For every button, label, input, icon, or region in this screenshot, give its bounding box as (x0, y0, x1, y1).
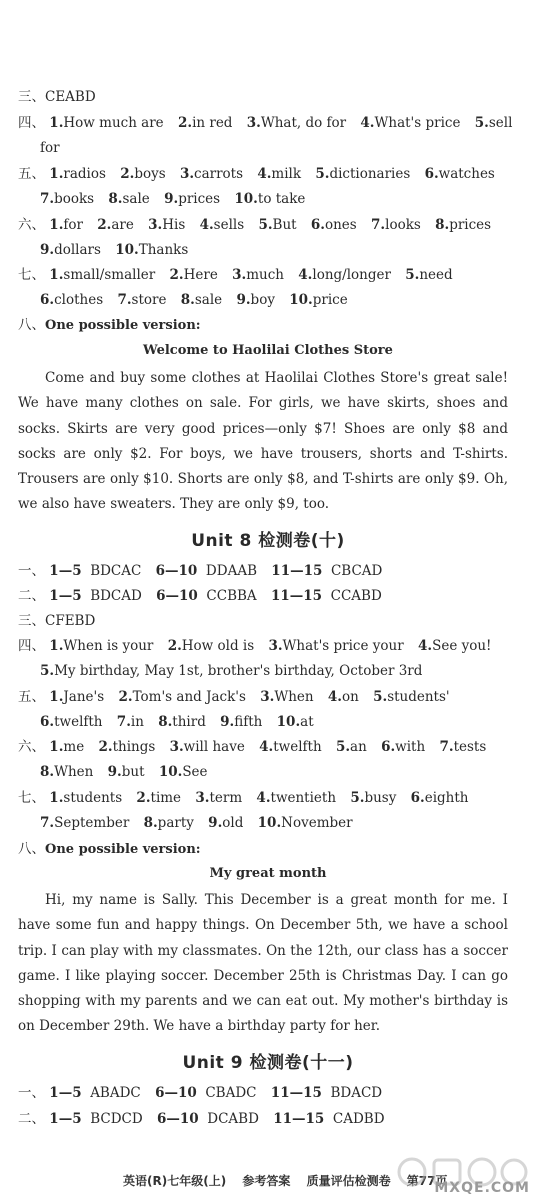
u8-section-2: 二、 1—5 BDCAD 6—10 CCBBA 11—15 CCABD (18, 588, 382, 604)
footer-answers: 参考答案 (242, 1174, 291, 1188)
u7-section-5: 五、 1.radios 2.boys 3.carrots 4.milk 5.dictionaries 6.watches (18, 166, 495, 182)
u7-essay-title: Welcome to Haolilai Clothes Store (143, 343, 393, 358)
u7-section-8: 八、One possible version: (18, 317, 201, 333)
u9-title: Unit 9 检测卷(十一) (182, 1053, 354, 1073)
u7-essay: Come and buy some clothes at Haolilai Clothes Store's great sale! We have many clothes on sale. For girls, we have skirts, shoes and socks. Skirts are very good prices—only $7! Shoes are only $8 and socks are only $2. For boys, we have trousers, shorts and T-shirts. Trousers are only $10. Shorts are only $8, and T-shirts are only $9. Oh, we also have sweaters. They are only $9, too. (18, 370, 508, 513)
u7-section-7-row2: 6.clothes 7.store 8.sale 9.boy 10.price (40, 292, 348, 308)
u8-essay: Hi, my name is Sally. This December is a great month for me. I have some fun and happy things. On December 5th, we have a school trip. I can play with my classmates. On the 12th, our class has a soccer game. I like playing soccer. December 25th is Christmas Day. I can go shopping with my parents and we can eat out. My mother's birthday is on December 29th. We have a birthday party for her. (18, 892, 508, 1035)
u8-section-7: 七、 1.students 2.time 3.term 4.twentieth 5.busy 6.eighth (18, 790, 469, 806)
u7-section-4-cont: for (40, 140, 60, 156)
u8-title: Unit 8 检测卷(十) (191, 531, 345, 551)
u8-section-4: 四、 1.When is your 2.How old is 3.What's price your 4.See you! (18, 638, 492, 654)
u8-section-5-row2: 6.twelfth 7.in 8.third 9.fifth 10.at (40, 714, 314, 730)
u8-essay-title: My great month (209, 866, 327, 881)
u7-section-6-row2: 9.dollars 10.Thanks (40, 242, 189, 258)
u7-section-4: 四、 1.How much are 2.in red 3.What, do for 4.What's price 5.sell (18, 115, 513, 131)
u7-section-7: 七、 1.small/smaller 2.Here 3.much 4.long/longer 5.need (18, 267, 453, 283)
footer-page: 第77页 (406, 1174, 448, 1188)
u9-section-1: 一、 1—5 ABADC 6—10 CBADC 11—15 BDACD (18, 1085, 383, 1101)
u8-section-1: 一、 1—5 BDCAC 6—10 DDAAB 11—15 CBCAD (18, 563, 383, 579)
u7-section-5-row2: 7.books 8.sale 9.prices 10.to take (40, 191, 306, 207)
u8-section-4-row2: 5.My birthday, May 1st, brother's birthday, October 3rd (40, 663, 423, 679)
u8-section-8: 八、One possible version: (18, 841, 201, 857)
u8-section-6: 六、 1.me 2.things 3.will have 4.twelfth 5.an 6.with 7.tests (18, 739, 487, 755)
u8-section-7-row2: 7.September 8.party 9.old 10.November (40, 815, 353, 831)
footer-series: 质量评估检测卷 (306, 1174, 391, 1188)
u9-section-2: 二、 1—5 BCDCD 6—10 DCABD 11—15 CADBD (18, 1111, 385, 1127)
u7-section-6: 六、 1.for 2.are 3.His 4.sells 5.But 6.ones 7.looks 8.prices (18, 217, 492, 233)
watermark-text: MXQE.COM (434, 1180, 530, 1196)
u8-section-3: 三、CFEBD (18, 613, 96, 629)
u8-section-6-row2: 8.When 9.but 10.See (40, 764, 208, 780)
footer-subject: 英语(R)七年级(上) (123, 1174, 227, 1188)
u8-section-5: 五、 1.Jane's 2.Tom's and Jack's 3.When 4.on 5.students' (18, 689, 450, 705)
u7-section-3: 三、CEABD (18, 89, 96, 105)
